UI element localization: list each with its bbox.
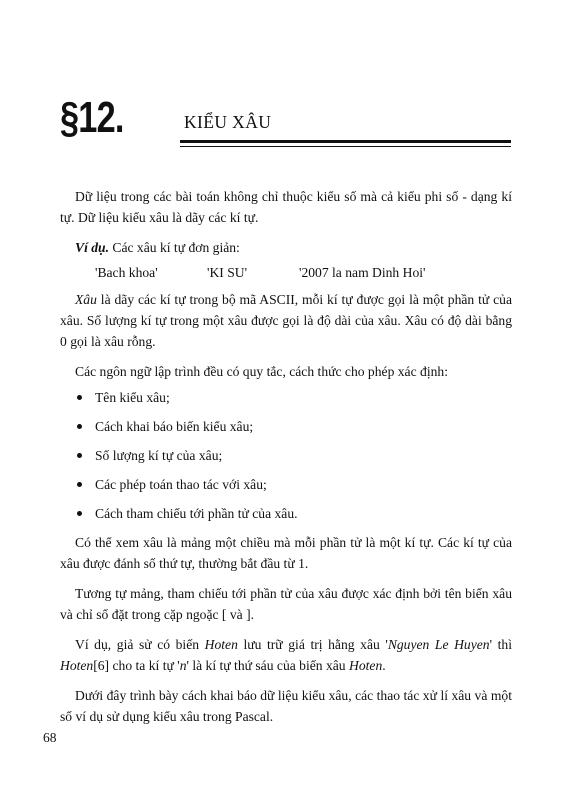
- text-run: Ví dụ, giả sử có biến: [75, 637, 205, 652]
- list-item-text: Cách khai báo biến kiểu xâu;: [95, 419, 254, 434]
- list-item: [60, 445, 512, 466]
- example-items: [60, 262, 512, 283]
- text-run: ' là kí tự thứ sáu của biến xâu: [186, 658, 350, 673]
- text-run: ' thì: [489, 637, 512, 652]
- character-value: n: [179, 658, 187, 673]
- rules-intro-paragraph: Các ngôn ngữ lập trình đều có quy tắc, cách thức cho phép xác định:: [75, 364, 448, 379]
- text-run: .: [382, 658, 386, 673]
- example-item: 'Bach khoa': [95, 265, 158, 280]
- list-item: [60, 503, 512, 524]
- example-label: Ví dụ.: [75, 240, 109, 255]
- heading-rule-thin: [180, 146, 511, 147]
- text-run: lưu trữ giá trị hằng xâu ': [237, 637, 388, 652]
- example-item: 'KI SU': [207, 265, 248, 280]
- text-run: [6] cho ta kí tự ': [93, 658, 180, 673]
- example-item: '2007 la nam Dinh Hoi': [299, 265, 426, 280]
- bullet-icon: [77, 395, 82, 400]
- bullet-icon: [77, 424, 82, 429]
- section-heading: [60, 92, 520, 152]
- hoten-example-paragraph: [60, 634, 512, 676]
- list-item: [60, 416, 512, 437]
- closing-paragraph: Dưới đây trình bày cách khai báo dữ liệu kiểu xâu, các thao tác xử lí xâu và một số ví dụ sử dụng kiểu xâu trong Pascal.: [60, 688, 512, 724]
- variable-name: Hoten: [204, 637, 238, 652]
- list-item-text: Cách tham chiếu tới phần tử của xâu.: [95, 506, 298, 521]
- page-number: 68: [43, 730, 57, 745]
- definition-term: Xâu: [75, 292, 97, 307]
- reference-paragraph: Tương tự mảng, tham chiếu tới phần tử của xâu được xác định bởi tên biến xâu và chỉ số đặt trong cặp ngoặc [ và ].: [60, 586, 512, 622]
- list-item-text: Số lượng kí tự của xâu;: [95, 448, 223, 463]
- bullet-list: [60, 387, 512, 524]
- intro-paragraph: Dữ liệu trong các bài toán không chỉ thuộc kiểu số mà cả kiểu phi số - dạng kí tự. Dữ liệu kiểu xâu là dãy các kí tự.: [60, 189, 512, 225]
- section-number: §12.: [60, 93, 124, 142]
- array-paragraph: Có thể xem xâu là mảng một chiều mà mỗi phần tử là một kí tự. Các kí tự của xâu được đánh số thứ tự, thường bắt đầu từ 1.: [60, 535, 512, 571]
- body-text: [60, 186, 512, 736]
- list-item: [60, 387, 512, 408]
- bullet-icon: [77, 511, 82, 516]
- list-item-text: Tên kiểu xâu;: [95, 390, 170, 405]
- heading-rule-thick: [180, 140, 511, 143]
- list-item-text: Các phép toán thao tác với xâu;: [95, 477, 267, 492]
- variable-name: Hoten: [349, 658, 383, 673]
- list-item: [60, 474, 512, 495]
- definition-text: là dãy các kí tự trong bộ mã ASCII, mỗi kí tự được gọi là một phần tử của xâu. Số lượng kí tự trong một xâu được gọi là độ dài của xâu. Xâu có độ dài bằng 0 gọi là xâu rỗng.: [60, 292, 512, 349]
- bullet-icon: [77, 482, 82, 487]
- example-text: Các xâu kí tự đơn giản:: [109, 240, 240, 255]
- string-constant: Nguyen Le Huyen: [387, 637, 490, 652]
- example-paragraph: [60, 237, 512, 258]
- section-title: KIỂU XÂU: [184, 112, 272, 132]
- variable-name: Hoten: [60, 658, 94, 673]
- definition-paragraph: [60, 289, 512, 352]
- bullet-icon: [77, 453, 82, 458]
